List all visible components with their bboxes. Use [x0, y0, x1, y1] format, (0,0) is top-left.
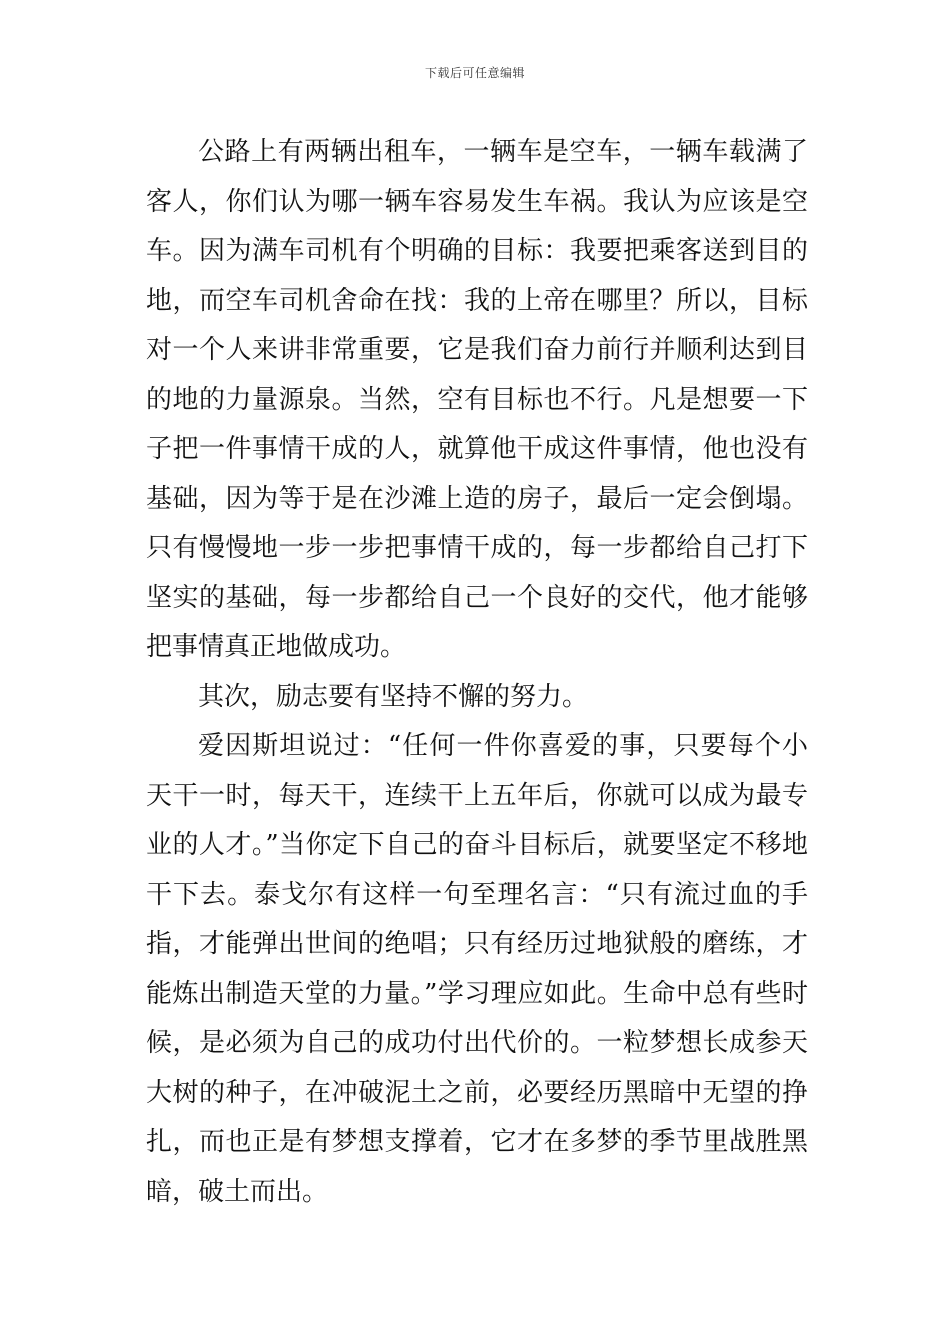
paragraph-persistence-heading: 其次，励志要有坚持不懈的努力。	[198, 681, 589, 712]
document-body	[146, 128, 808, 1217]
paragraph-goal-importance: 公路上有两辆出租车，一辆车是空车，一辆车载满了客人，你们认为哪一辆车容易发生车祸。我认为应该是空车。因为满车司机有个明确的目标：我要把乘客送到目的地，而空车司机舍命在找：我的上帝在哪里？所以，目标对一个人来讲非常重要，它是我们奋力前行并顺利达到目的地的力量源泉。当然，空有目标也不行。凡是想要一下子把一件事情干成的人，就算他干成这件事情，他也没有基础，因为等于是在沙滩上造的房子，最后一定会倒塌。只有慢慢地一步一步把事情干成的，每一步都给自己打下坚实的基础，每一步都给自己一个良好的交代，他才能够把事情真正地做成功。	[146, 137, 808, 662]
paragraph-einstein-quote: 爱因斯坦说过：“任何一件你喜爱的事，只要每个小天干一时，每天干，连续干上五年后，你就可以成为最专业的人才。”当你定下自己的奋斗目标后，就要坚定不移地干下去。泰戈尔有这样一句至理名言：“只有流过血的手指，才能弹出世间的绝唱；只有经历过地狱般的磨练，才能炼出制造天堂的力量。”学习理应如此。生命中总有些时候，是必须为自己的成功付出代价的。一粒梦想长成参天大树的种子，在冲破泥土之前，必要经历黑暗中无望的挣扎，而也正是有梦想支撑着，它才在多梦的季节里战胜黑暗，破土而出。	[146, 731, 808, 1207]
page-header: 下载后可任意编辑	[424, 66, 525, 80]
